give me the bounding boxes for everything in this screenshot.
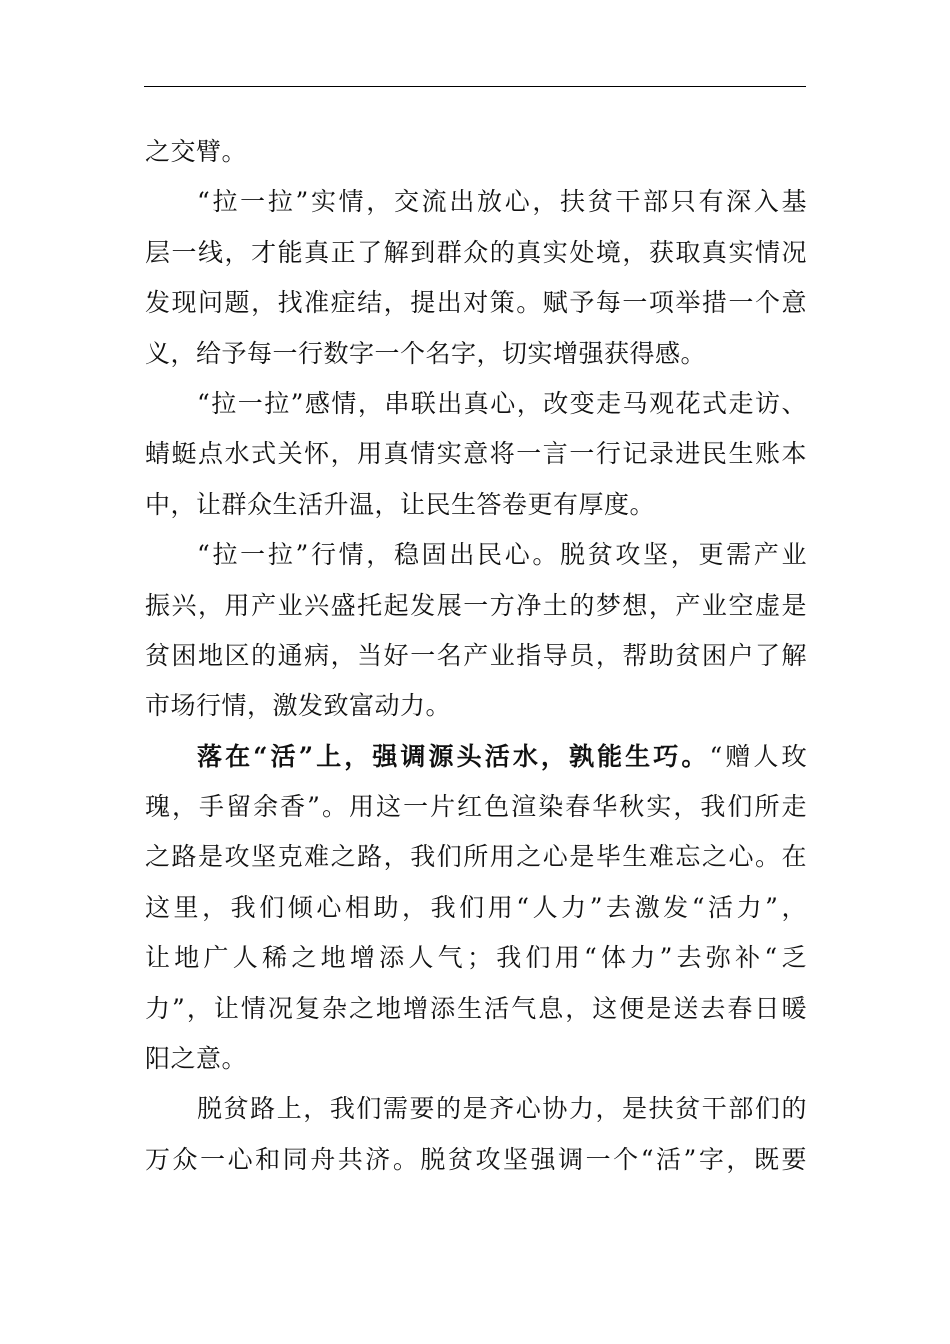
paragraph-line	[145, 732, 807, 782]
paragraph-line: 贫困地区的通病，当好一名产业指导员，帮助贫困户了解	[145, 640, 807, 670]
paragraph-line: 中，让群众生活升温，让民生答卷更有厚度。	[145, 489, 656, 519]
paragraph-line: 义，给予每一行数字一个名字，切实增强获得感。	[145, 338, 707, 368]
paragraph-line: 之交臂。	[145, 137, 248, 166]
paragraph-line: 发现问题，找准症结，提出对策。赋予每一项举措一个意	[145, 288, 807, 318]
paragraph-line: “拉一拉”行情，稳固出民心。脱贫攻坚，更需产业	[197, 540, 807, 570]
paragraph-line: 层一线，才能真正了解到群众的真实处境，获取真实情况	[145, 237, 807, 267]
document-body	[145, 127, 807, 1185]
paragraph-text: “赠人玫	[709, 741, 808, 771]
paragraph-line: 力”，让情况复杂之地增添生活气息，这便是送去春日暖	[145, 993, 807, 1023]
paragraph-line: “拉一拉”实情，交流出放心，扶贫干部只有深入基	[197, 187, 807, 217]
paragraph-line: 脱贫路上，我们需要的是齐心协力，是扶贫干部们的	[197, 1094, 807, 1124]
paragraph-line: 这里，我们倾心相助，我们用“人力”去激发“活力”，	[145, 892, 807, 922]
paragraph-line: 振兴，用产业兴盛托起发展一方净土的梦想，产业空虚是	[145, 590, 807, 620]
paragraph-line: 万众一心和同舟共济。脱贫攻坚强调一个“活”字，既要	[145, 1144, 807, 1174]
paragraph-line: 让地广人稀之地增添人气；我们用“体力”去弥补“乏	[145, 943, 807, 973]
paragraph-line: 市场行情，激发致富动力。	[145, 691, 452, 721]
paragraph-line: 瑰，手留余香”。用这一片红色渲染春华秋实，我们所走	[145, 792, 807, 822]
header-rule	[144, 86, 806, 87]
paragraph-line: 之路是攻坚克难之路，我们所用之心是毕生难忘之心。在	[145, 842, 807, 872]
paragraph-line: 蜻蜓点水式关怀，用真情实意将一言一行记录进民生账本	[145, 439, 807, 469]
bold-heading-phrase: 落在“活”上，强调源头活水，孰能生巧。	[197, 741, 710, 771]
paragraph-line: 阳之意。	[145, 1044, 248, 1074]
paragraph-line: “拉一拉”感情，串联出真心，改变走马观花式走访、	[197, 388, 807, 418]
